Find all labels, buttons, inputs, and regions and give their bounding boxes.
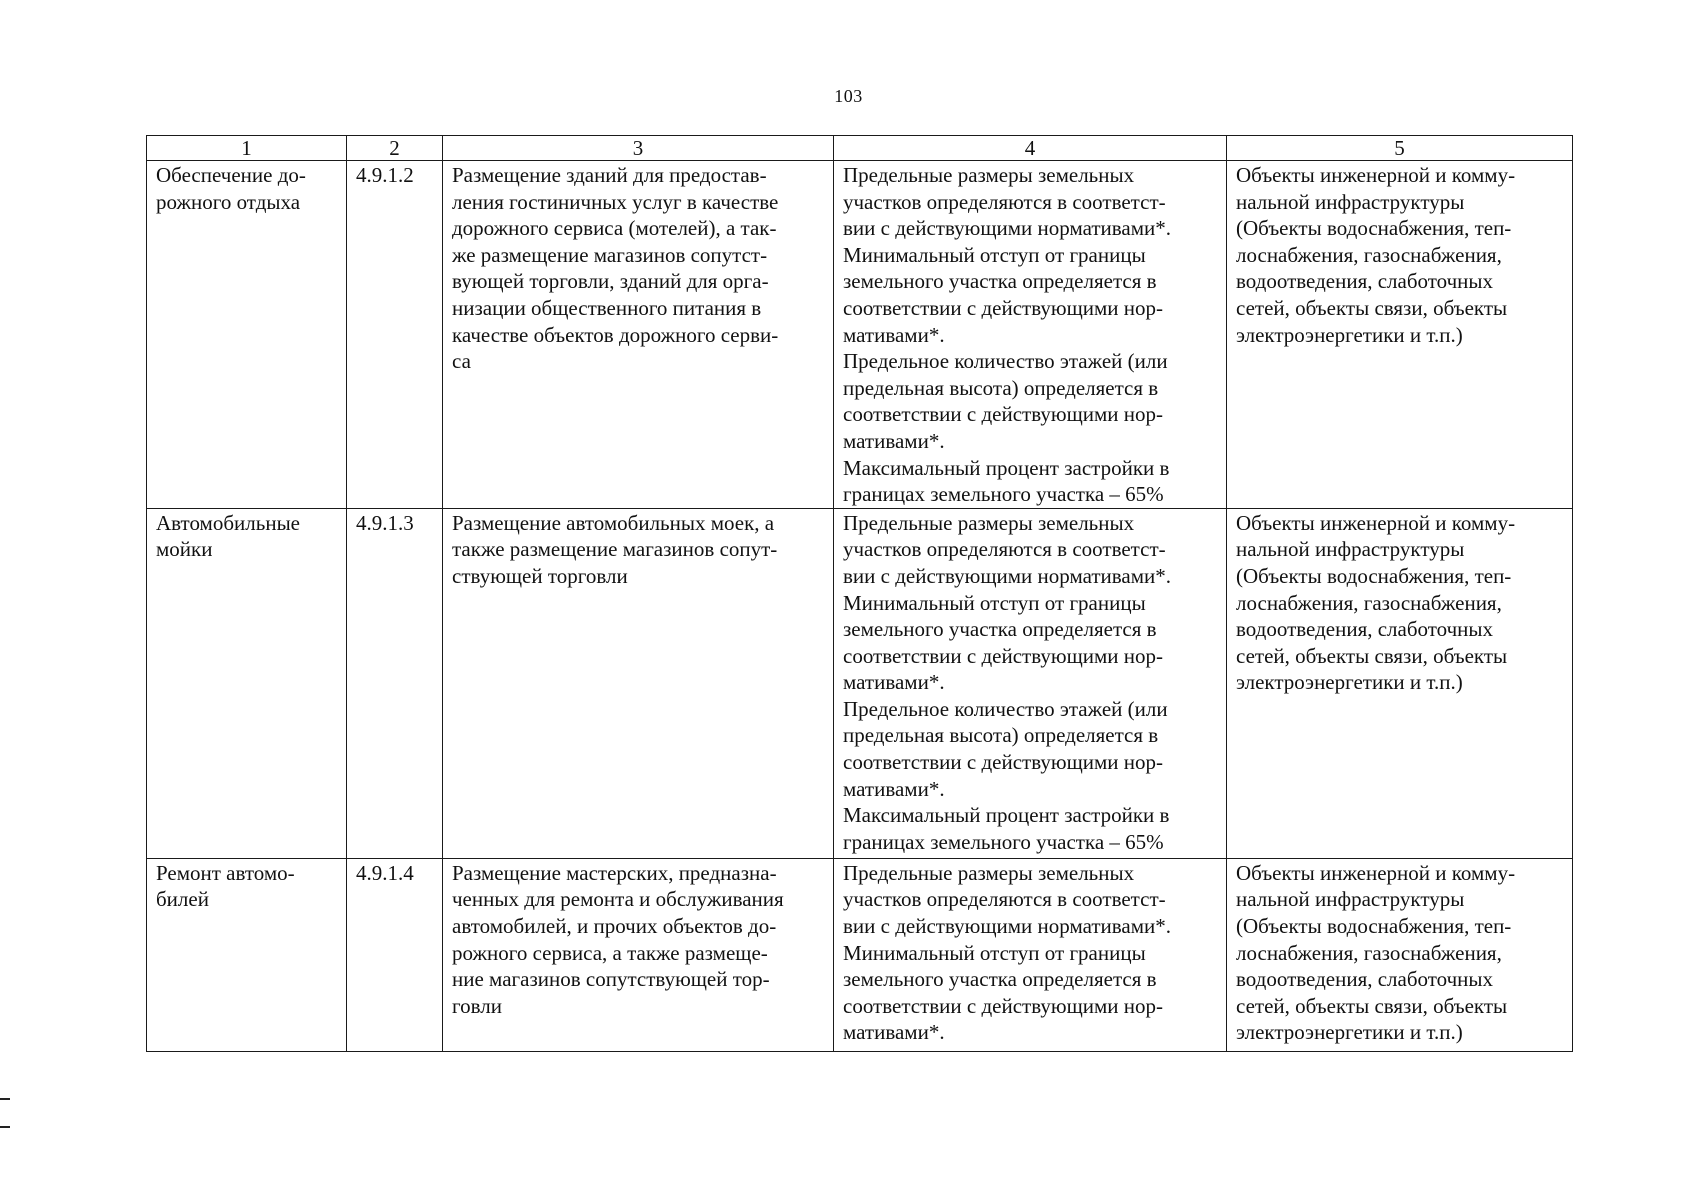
column-header-3: 3 <box>443 136 834 161</box>
table-row <box>147 858 1573 1051</box>
use-type-code: 4.9.1.3 <box>347 508 443 858</box>
use-type-parameters: Предельные размеры земельных участков определяются в соответст- вии с действующими нормативами*. Минимальный отступ от границы земельного участка определяется в соответствии с действующими нор- мативами*. <box>834 858 1227 1051</box>
land-use-table <box>146 135 1573 1052</box>
use-type-code: 4.9.1.2 <box>347 161 443 509</box>
table-row <box>147 508 1573 858</box>
use-type-description: Размещение мастерских, предназна- ченных для ремонта и обслуживания автомобилей, и прочих объектов до- рожного сервиса, а также размеще- ние магазинов сопутствующей тор- говли <box>443 858 834 1051</box>
use-type-name: Обеспечение до- рожного отдыха <box>147 161 347 509</box>
margin-mark <box>0 1126 10 1128</box>
column-header-1: 1 <box>147 136 347 161</box>
use-type-infrastructure: Объекты инженерной и комму- нальной инфраструктуры (Объекты водоснабжения, теп- лоснабжения, газоснабжения, водоотведения, слаботочных сетей, объекты связи, объекты электроэнергетики и т.п.) <box>1227 508 1573 858</box>
use-type-description: Размещение зданий для предостав- ления гостиничных услуг в качестве дорожного сервиса (мотелей), а так- же размещение магазинов сопутст- вующей торговли, зданий для орга- низации общественного питания в качестве объектов дорожного серви- са <box>443 161 834 509</box>
use-type-description: Размещение автомобильных моек, а также размещение магазинов сопут- ствующей торговли <box>443 508 834 858</box>
use-type-infrastructure: Объекты инженерной и комму- нальной инфраструктуры (Объекты водоснабжения, теп- лоснабжения, газоснабжения, водоотведения, слаботочных сетей, объекты связи, объекты электроэнергетики и т.п.) <box>1227 161 1573 509</box>
table-row <box>147 161 1573 509</box>
table-header-row <box>147 136 1573 161</box>
use-type-name: Автомобильные мойки <box>147 508 347 858</box>
column-header-5: 5 <box>1227 136 1573 161</box>
column-header-2: 2 <box>347 136 443 161</box>
use-type-parameters: Предельные размеры земельных участков определяются в соответст- вии с действующими нормативами*. Минимальный отступ от границы земельного участка определяется в соответствии с действующими нор- мативами*. Предельное количество этажей (или предельная высота) определяется в соответствии с действующими нор- мативами*. Максимальный процент застройки в границах земельного участка – 65% <box>834 161 1227 509</box>
margin-mark <box>0 1098 10 1100</box>
use-type-code: 4.9.1.4 <box>347 858 443 1051</box>
use-type-infrastructure: Объекты инженерной и комму- нальной инфраструктуры (Объекты водоснабжения, теп- лоснабжения, газоснабжения, водоотведения, слаботочных сетей, объекты связи, объекты электроэнергетики и т.п.) <box>1227 858 1573 1051</box>
page-number: 103 <box>834 86 863 106</box>
column-header-4: 4 <box>834 136 1227 161</box>
use-type-name: Ремонт автомо- билей <box>147 858 347 1051</box>
use-type-parameters: Предельные размеры земельных участков определяются в соответст- вии с действующими нормативами*. Минимальный отступ от границы земельного участка определяется в соответствии с действующими нор- мативами*. Предельное количество этажей (или предельная высота) определяется в соответствии с действующими нор- мативами*. Максимальный процент застройки в границах земельного участка – 65% <box>834 508 1227 858</box>
